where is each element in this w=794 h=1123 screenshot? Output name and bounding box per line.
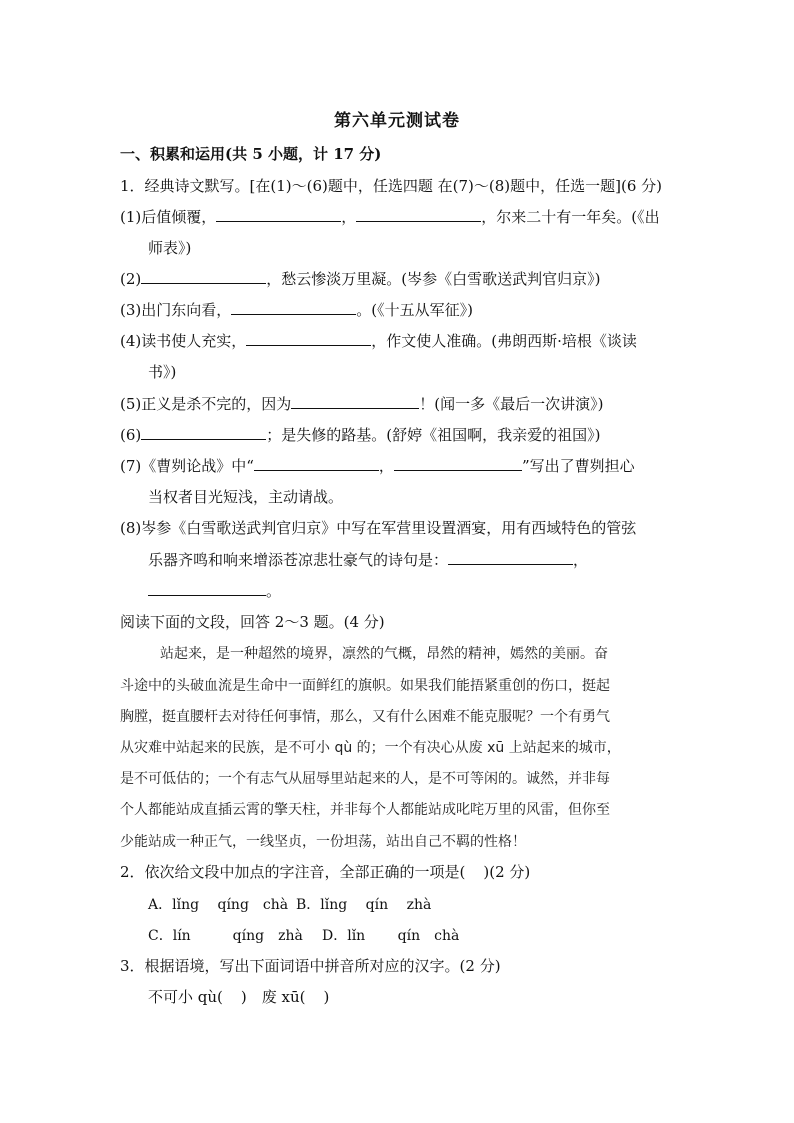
item-6-text-b: ；是失修的路基。(舒婷《祖国啊，我亲爱的祖国》) [266, 426, 601, 444]
question-1-stem: 1．经典诗文默写。[在(1)～(6)题中，任选四题 在(7)～(8)题中，任选一题](6 分) [120, 177, 663, 195]
item-6-text-a: (6) [120, 426, 142, 444]
item-8-text-b: 乐器齐鸣和响来增添苍凉悲壮豪气的诗句是： [148, 551, 449, 569]
page-title: 第六单元测试卷 [334, 111, 460, 131]
question-3-text-b: ) 废 xū( [240, 988, 306, 1006]
option-b[interactable]: B．lǐng qín zhà [296, 897, 432, 913]
answer-blank[interactable] [141, 425, 266, 440]
passage-line: 站起来，是一种超然的境界，凛然的气概，昂然的精神，嫣然的美丽。奋 [160, 646, 608, 662]
item-3-text-a: (3)出门东向看， [120, 301, 232, 319]
item-8: (8)岑参《白雪歌送武判官归京》中写在军营里设置酒宴，用有西域特色的管弦 [120, 519, 637, 537]
item-4 [120, 331, 637, 351]
item-5-text-a: (5)正义是杀不完的，因为 [120, 395, 292, 413]
item-7-cont: 当权者目光短浅，主动请战。 [148, 488, 344, 506]
option-c[interactable]: C．lín qíng zhà [148, 928, 303, 944]
item-1-text-a: (1)后值倾覆， [120, 208, 217, 226]
item-4-text-a: (4)读书使人充实， [120, 332, 247, 350]
answer-blank[interactable] [148, 581, 266, 596]
option-a[interactable]: A．lǐng qíng chà [148, 897, 289, 913]
item-3 [120, 300, 473, 320]
item-3-text-b: 。(《十五从军征》) [356, 301, 473, 319]
answer-blank[interactable] [246, 331, 371, 346]
question-2-text-b: )(2 分) [483, 863, 531, 881]
answer-blank[interactable] [231, 300, 356, 315]
item-8-cont [148, 550, 588, 570]
item-5-text-b: ！(闻一多《最后一次讲演》) [419, 395, 604, 413]
item-4-cont: 书》) [148, 363, 177, 381]
item-7-text-a: (7)《曹刿论战》中“ [120, 457, 254, 475]
item-7-text-c: ”写出了曹刿担心 [521, 457, 635, 475]
question-2-text-a: 2．依次给文段中加点的字注音，全部正确的一项是( [120, 863, 466, 881]
item-1-cont: 师表》) [148, 239, 192, 257]
question-2-stem [120, 862, 530, 882]
item-8-cont-2 [148, 581, 281, 601]
item-7 [120, 456, 635, 476]
answer-blank[interactable] [356, 207, 481, 222]
question-3-text-a: 不可小 qù( [148, 988, 223, 1006]
answer-blank[interactable] [254, 456, 379, 471]
item-2 [120, 269, 600, 289]
item-8-text-c: ， [573, 551, 589, 569]
passage-line: 从灾难中站起来的民族，是不可小 qù 的；一个有决心从废 xū 上站起来的城市， [120, 740, 621, 756]
answer-blank[interactable] [448, 550, 573, 565]
item-6 [120, 425, 600, 445]
item-2-text-b: ，愁云惨淡万里凝。(岑参《白雪歌送武判官归京》) [266, 270, 601, 288]
answer-blank[interactable] [291, 394, 419, 409]
item-7-text-b: ， [378, 457, 394, 475]
passage-line: 斗途中的头破血流是生命中一面鲜红的旗帜。如果我们能捂紧重创的伤口，挺起 [120, 678, 610, 694]
answer-blank[interactable] [394, 456, 522, 471]
answer-blank[interactable] [216, 207, 341, 222]
question-3-answers [148, 987, 329, 1007]
item-2-text-a: (2) [120, 270, 142, 288]
item-1-text-c: ，尔来二十有一年矣。(《出 [481, 208, 660, 226]
item-5 [120, 394, 603, 414]
passage-line: 个人都能站成直插云霄的擎天柱，并非每个人都能站成叱咤万里的风雷，但你至 [120, 802, 610, 818]
section-heading: 一、积累和运用(共 5 小题，计 17 分) [120, 145, 382, 163]
answer-blank[interactable] [141, 269, 266, 284]
option-d[interactable]: D．lǐn qín chà [322, 928, 460, 944]
item-4-text-b: ，作文使人准确。(弗朗西斯·培根《谈读 [371, 332, 637, 350]
passage-line: 少能站成一种正气，一线坚贞，一份坦荡，站出自己不羁的性格！ [120, 834, 526, 850]
item-1-text-b: ， [341, 208, 357, 226]
question-3-text-c: ) [323, 988, 330, 1006]
question-3-stem: 3．根据语境，写出下面词语中拼音所对应的汉字。(2 分) [120, 957, 501, 975]
passage-line: 是不可低估的；一个有志气从屈辱里站起来的人，是不可等闲的。诚然，并非每 [120, 771, 610, 787]
item-8-text-d: 。 [266, 582, 282, 600]
reading-intro: 阅读下面的文段，回答 2～3 题。(4 分) [120, 613, 385, 631]
item-1 [120, 207, 660, 227]
passage-line: 胸膛，挺直腰杆去对待任何事情，那么，又有什么困难不能克服呢？一个有勇气 [120, 709, 610, 725]
